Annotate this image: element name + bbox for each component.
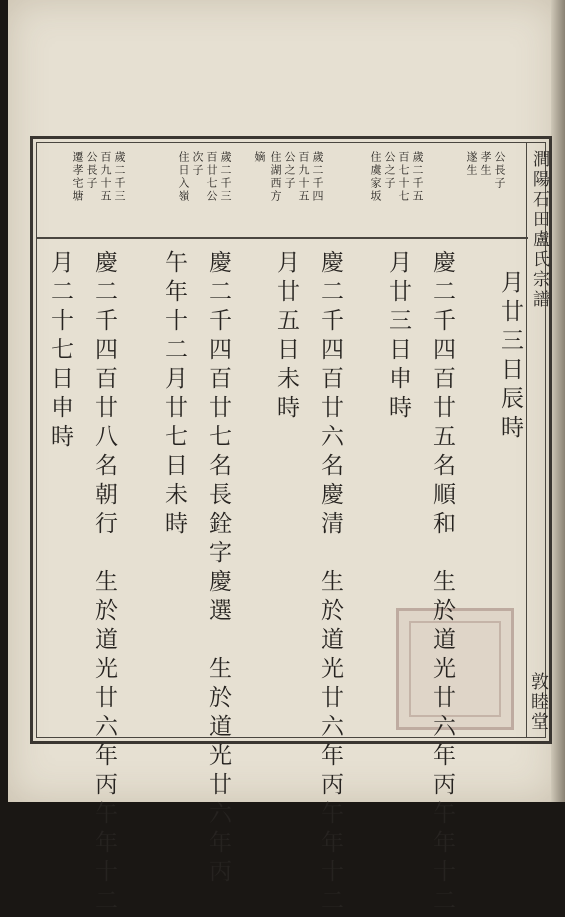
header-note: 百九十五 (297, 151, 310, 203)
record-column: 月廿三日申時 (385, 250, 411, 424)
page-fore-edge (551, 0, 565, 802)
record-column: 慶二千四百廿七名長銓字慶選 生於道光廿六年丙 (205, 250, 231, 888)
header-note: 住日入嶺 (177, 151, 190, 203)
header-note: 公長子 (493, 151, 506, 190)
header-note: 公長子 (85, 151, 98, 190)
header-note: 公之子 (383, 151, 396, 190)
header-note: 住湖西方 (269, 151, 282, 203)
header-note: 嫡 (253, 151, 266, 164)
header-note: 遷孝宅塘 (71, 151, 84, 203)
header-note: 住虞家坂 (369, 151, 382, 203)
header-note: 公之子 (283, 151, 296, 190)
header-note: 百九十五 (99, 151, 112, 203)
header-note: 遂生 (465, 151, 478, 177)
record-column: 月廿五日未時 (273, 250, 299, 424)
record-column: 月二十七日申時 (47, 250, 73, 453)
hall-name: 敦睦堂 (528, 672, 549, 732)
header-note: 歲二千五 (411, 151, 424, 203)
header-note: 歲二千三 (219, 151, 232, 203)
record-column: 慶二千四百廿八名朝行 生於道光廿六年丙午年十二 (91, 250, 117, 917)
record-column: 月廿三日辰時 (497, 270, 523, 444)
header-note: 歲二千四 (311, 151, 324, 203)
genealogy-title: 澗陽石田盧氏宗譜 (529, 150, 549, 310)
record-column: 慶二千四百廿六名慶清 生於道光廿六年丙午年十二 (317, 250, 343, 917)
record-column: 慶二千四百廿五名順和 生於道光廿六年丙午年十二 (429, 250, 455, 917)
red-seal-stamp (396, 608, 514, 730)
header-note: 次子 (191, 151, 204, 177)
record-column: 午年十二月廿七日未時 (161, 250, 187, 540)
header-note: 百廿七公 (205, 151, 218, 203)
header-note: 百七十七 (397, 151, 410, 203)
header-note: 歲二千三 (113, 151, 126, 203)
header-note: 孝生 (479, 151, 492, 177)
